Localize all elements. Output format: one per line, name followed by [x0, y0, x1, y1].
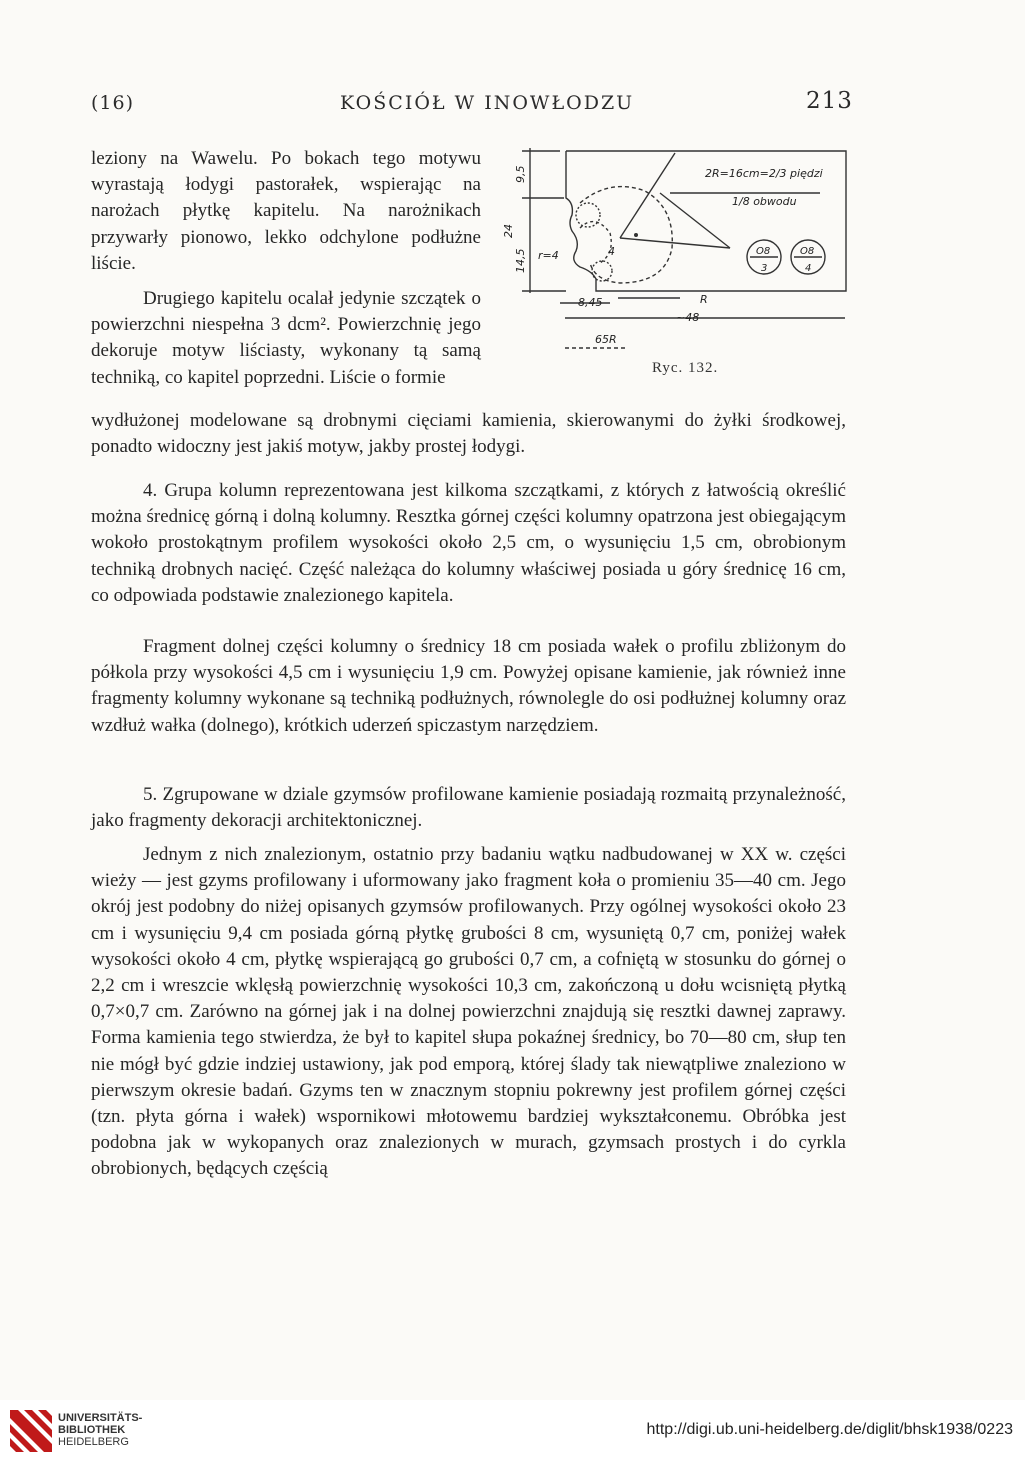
fig-label-48: ~48	[676, 311, 700, 324]
fig-label-145: 14,5	[514, 248, 527, 273]
paragraph-5-text: 5. Zgrupowane w dziale gzymsów profilowane kamienie posiadają rozmaitą przynależność, jako fragmenty dekoracji architektonicznej.	[91, 784, 846, 832]
paragraph-4-text: Fragment dolnej części kolumny o średnicy 18 cm posiada wałek o profilu zbliżonym do półkola przy wysokości 4,5 cm i wysunięciu 1,9 cm. Powyżej opisane kamienie, jak również inne fragmenty kolumny wykonane są techniką podłużnych, równolegle do osi podłużnej kolumny oraz wzdłuż wałka (dolnego), krótkich uderzeń spiczastym narzędziem.	[91, 636, 846, 736]
fig-label-845: 8,45	[578, 296, 603, 309]
fig-circle2-bot: 4	[805, 263, 812, 274]
fig-label-r4: r=4	[538, 249, 559, 262]
library-line-1: UNIVERSITÄTS-	[58, 1412, 143, 1424]
paragraph-3-text: 4. Grupa kolumn reprezentowana jest kilkoma szczątkami, z których z łatwością określić można średnicę górną i dolną kolumny. Resztka górnej części kolumny opatrzona jest obiegającym wokoło prostokątnym profilem wysokości około 2,5 cm, o wysunięciu 1,5 cm, obrobionym techniką drobnych nacięć. Część należąca do kolumny właściwej posiada u góry średnicę 16 cm, co odpowiada podstawie znalezionego kapitela.	[91, 480, 846, 606]
library-logo-icon	[10, 1410, 52, 1452]
fig-label-24: 24	[502, 224, 515, 238]
paragraph-2-narrow	[91, 286, 481, 391]
fig-circle1-top: O8	[756, 246, 771, 257]
paragraph-4	[91, 634, 846, 739]
fig-label-95: 9,5	[514, 165, 527, 183]
paragraph-2-text: Drugiego kapitelu ocalał jedynie szczątek o powierzchni niespełna 3 dcm². Powierzchnię jego dekoruje motyw liściasty, wykonany tą samą techniką, co kapitel poprzedni. Liście o formie	[91, 288, 481, 388]
library-line-2: BIBLIOTHEK	[58, 1424, 126, 1436]
fig-label-formula: 2R=16cm=2/3 piędzi	[705, 167, 823, 180]
library-line-3: HEIDELBERG	[58, 1436, 129, 1448]
fig-label-r: R	[700, 293, 708, 306]
library-name	[58, 1412, 142, 1448]
paragraph-2-full	[91, 408, 846, 460]
paragraph-1	[91, 146, 481, 277]
paragraph-1-text: leziony na Wawelu. Po bokach tego motywu wyrastają łodygi pastorałek, wspierając na narożach płytkę kapitelu. Na narożnikach przywarły pionowo, lekko odchylone podłużne liście.	[91, 148, 481, 274]
paragraph-6-text: Jednym z nich znalezionym, ostatnio przy badaniu wątku nadbudowanej w XX w. części wieży — jest gzyms profilowany i uformowany jako fragment koła o promieniu 35—40 cm. Jego okrój jest podobny do niżej opisanych gzymsów profilowanych. Przy ogólnej wysokości około 23 cm i wysunięciu 9,4 cm posiada górną płytkę grubości 8 cm, wysuniętą 0,7 cm, poniżej wałek wysokości około 4 cm, płytkę wspierającą go grubości 0,7 cm, a cofniętą w stosunku do górnej o 2,2 cm i wreszcie wklęsłą powierzchnię wysokości 10,3 cm, zakończoną u dołu wcisniętą płytką 0,7×0,7 cm. Zarówno na górnej jak i na dolnej powierzchni znajdują się resztki dawnej zaprawy. Forma kamienia tego stwierdza, że był to kapitel słupa pokaźnej średnicy, bo 70—80 cm, słup ten nie mógł być gdzie indziej ustawiony, jak pod emporą, której ślady tak niewątpliwe znaleziono w pierwszym okresie badań. Gzyms ten w znacznym stopniu pokrewny jest profilem górnej części (tzn. płyta górna i wałek) wspornikowi młotowemu bardziej wykształconemu. Obróbka jest podobna jak w wykopanych oraz znalezionych w murach, gzymsach prostych i do cyrkla obrobionych, będących częścią	[91, 844, 846, 1180]
fig-label-obwodu: 1/8 obwodu	[732, 195, 797, 208]
paragraph-3	[91, 478, 846, 609]
paragraph-2-continued: wydłużonej modelowane są drobnymi cięciami kamienia, skierowanymi do żyłki środkowej, ponadto widoczny jest jakiś motyw, jakby prostej łodygi.	[91, 410, 846, 458]
fig-label-4: 4	[608, 245, 615, 258]
paragraph-6	[91, 842, 846, 1183]
header-section-number: (16)	[91, 92, 135, 114]
paragraph-5	[91, 782, 846, 834]
page-number: 213	[806, 88, 853, 114]
source-url-link[interactable]: http://digi.ub.uni-heidelberg.de/diglit/bhsk1938/0223	[646, 1421, 1013, 1438]
running-title: KOŚCIÓŁ W INOWŁODZU	[340, 92, 635, 114]
fig-circle1-bot: 3	[761, 263, 768, 274]
figure-caption: Ryc. 132.	[652, 360, 719, 376]
fig-circle2-top: O8	[800, 246, 815, 257]
figure-sketch	[500, 143, 850, 358]
fig-label-65: 65R	[595, 333, 617, 346]
